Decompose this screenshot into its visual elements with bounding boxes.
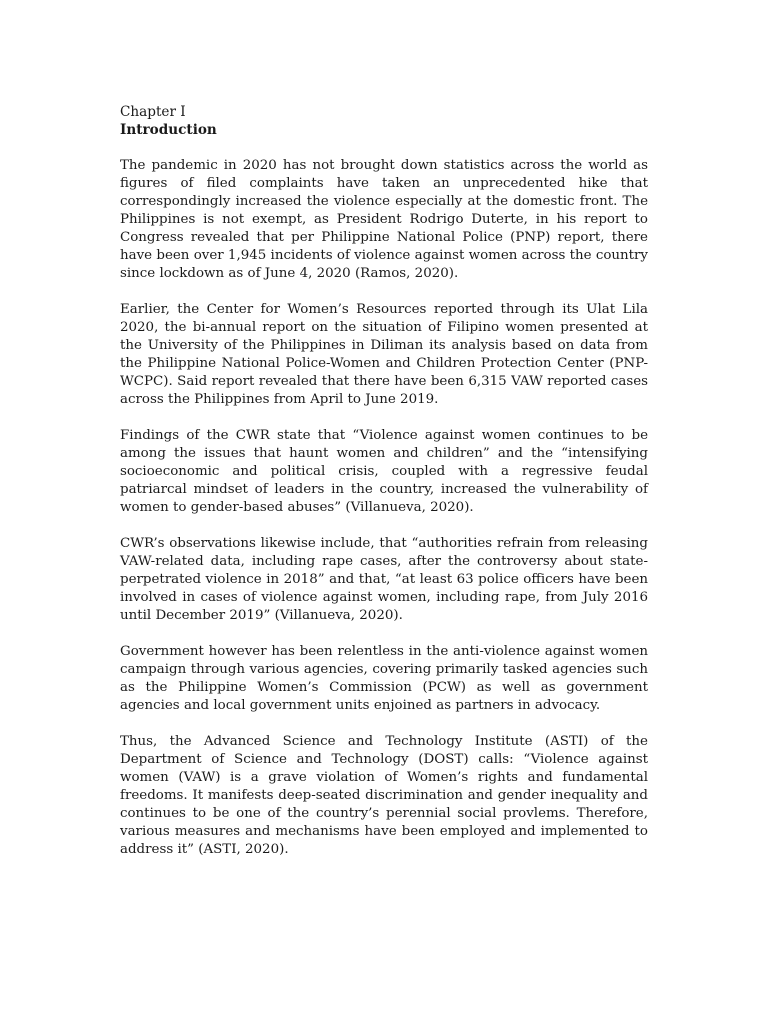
paragraph-6: Thus, the Advanced Science and Technology Institute (ASTI) of the Department of Science and Technology (DOST) calls: “Violence against women (VAW) is a grave violation of Women’s rights and fundamental freedoms. It manifests deep-seated discrimination and gender inequality and continues to be one of the country’s perennial social provlems. Therefore, various measures and mechanisms have been employed and implemented to address it” (ASTI, 2020). [120,734,648,857]
chapter-title: Introduction [120,122,217,138]
paragraph-4: CWR’s observations likewise include, that “authorities refrain from releasing VAW-related data, including rape cases, after the controversy about state-perpetrated violence in 2018” and that, “at least 63 police officers have been involved in cases of violence against women, including rape, from July 2016 until December 2019” (Villanueva, 2020). [120,536,648,623]
chapter-label: Chapter I [120,104,186,120]
paragraph-2: Earlier, the Center for Women’s Resources reported through its Ulat Lila 2020, the bi-annual report on the situation of Filipino women presented at the University of the Philippines in Diliman its analysis based on data from the Philippine National Police-Women and Children Protection Center (PNP-WCPC). Said report revealed that there have been 6,315 VAW reported cases across the Philippines from April to June 2019. [120,302,648,407]
paragraph-1: The pandemic in 2020 has not brought down statistics across the world as figures of filed complaints have taken an unprecedented hike that correspondingly increased the violence especially at the domestic front. The Philippines is not exempt, as President Rodrigo Duterte, in his report to Congress revealed that per Philippine National Police (PNP) report, there have been over 1,945 incidents of violence against women across the country since lockdown as of June 4, 2020 (Ramos, 2020). [120,158,648,281]
paragraph-5: Government however has been relentless in the anti-violence against women campaign through various agencies, covering primarily tasked agencies such as the Philippine Women’s Commission (PCW) as well as government agencies and local government units enjoined as partners in advocacy. [120,644,648,713]
paragraph-3: Findings of the CWR state that “Violence against women continues to be among the issues that haunt women and children” and the “intensifying socioeconomic and political crisis, coupled with a regressive feudal patriarcal mindset of leaders in the country, increased the vulnerability of women to gender-based abuses” (Villanueva, 2020). [120,428,648,515]
document-page [120,103,648,877]
